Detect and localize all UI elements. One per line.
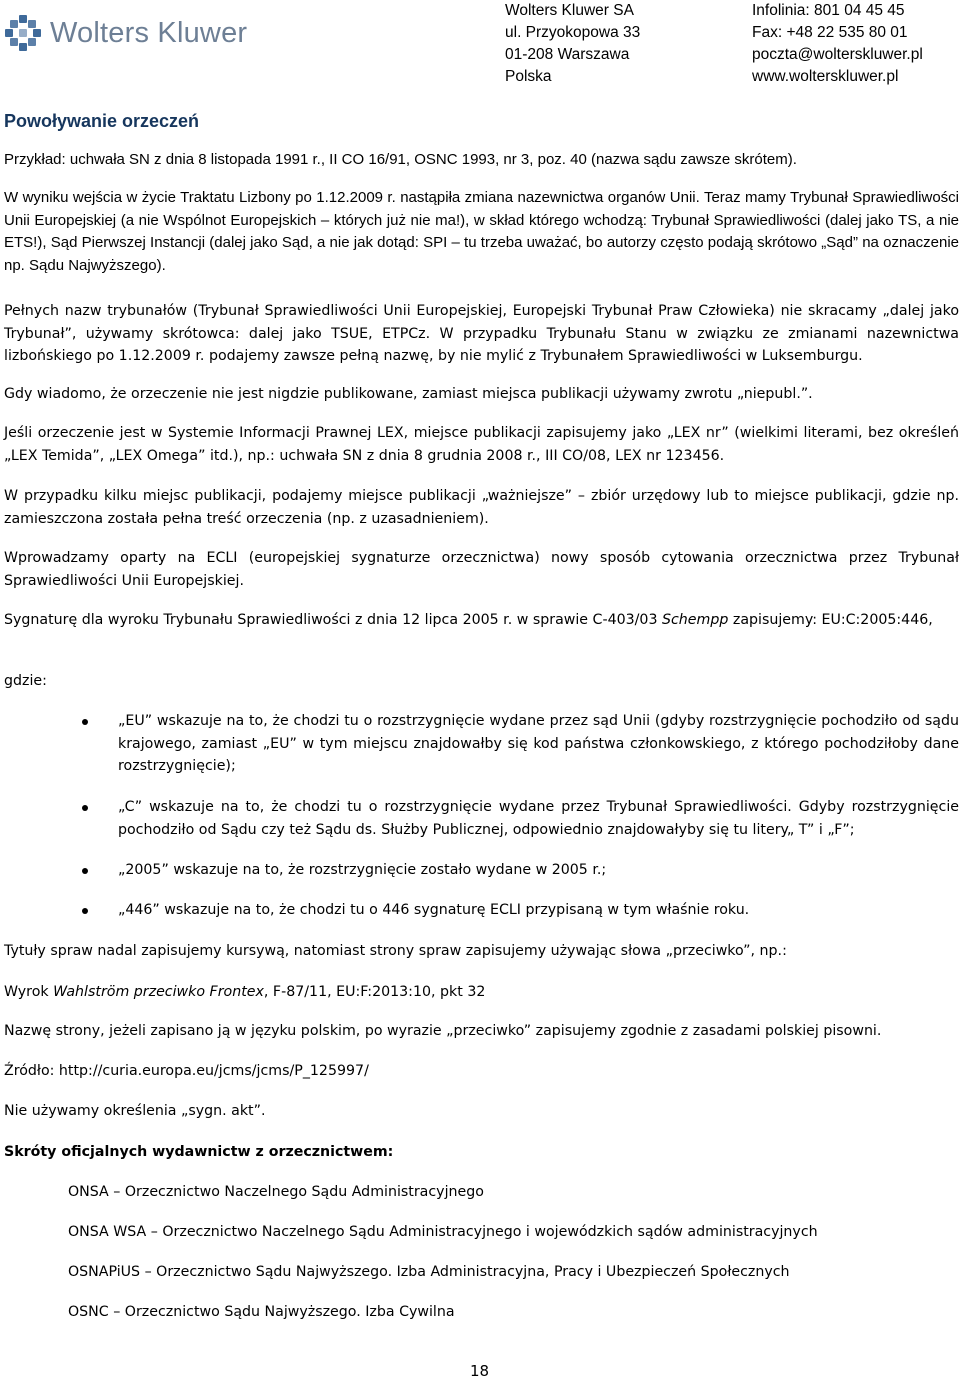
paragraph-where: gdzie:	[4, 673, 47, 689]
paragraph-case-titles: Tytuły spraw nadal zapisujemy kursywą, natomiast strony spraw zapisujemy używając słowa „przeciwko”, np.:	[4, 943, 787, 959]
paragraph-example: Przykład: uchwała SN z dnia 8 listopada 1991 r., II CO 16/91, OSNC 1993, nr 3, poz. 40 (nazwa sądu zawsze skrótem).	[4, 151, 797, 168]
page-number: 18	[470, 1362, 490, 1380]
case-name: Schempp	[662, 612, 729, 628]
paragraph-multiple-publications: W przypadku kilku miejsc publikacji, podajemy miejsce publikacji „ważniejsze” – zbiór urzędowy lub to miejsce publikacji, gdzie np. zamieszczona została pełna treść orzeczenia (np. z uzasadnieniem).	[4, 488, 959, 527]
list-item: „C” wskazuje na to, że chodzi tu o rozstrzygnięcie wydane przez Trybunał Sprawiedliwości. Gdyby rozstrzygnięcie pochodziło od Sądu czy też Sądu ds. Służby Publicznej, odpowiednio znajdowałyby się tu litery„ T” i „F”;	[90, 796, 959, 841]
paragraph-source[interactable]: Źródło: http://curia.europa.eu/jcms/jcms/P_125997/	[4, 1063, 369, 1079]
list-item: „EU” wskazuje na to, że chodzi tu o rozstrzygnięcie wydane przez sąd Unii (gdyby rozstrzygnięcie pochodziło od sądu krajowego, zamiast „EU” w tym miejscu znajdowałby się kod państwa członkowskiego, z którego pochodziłoby dane rozstrzygnięcie);	[90, 710, 959, 778]
section-title: Powoływanie orzeczeń	[4, 111, 200, 131]
address-line: 01-208 Warszawa	[505, 46, 630, 63]
company-address	[505, 0, 640, 88]
email-link[interactable]: poczta@wolterskluwer.pl	[752, 46, 923, 63]
paragraph-full-names: Pełnych nazw trybunałów (Trybunał Sprawiedliwości Unii Europejskiej, Europejski Trybunał Praw Człowieka) nie skracamy „dalej jako Trybunał”, używamy skrótowca: dalej jako TSUE, ETPCz. W przypadku Trybunału Stanu w związku ze zmianami nazewnictwa lizbońskiego po 1.12.2009 r. podajemy zawsze pełną nazwę, by nie mylić z Trybunałem Sprawiedliwości w Luksemburgu.	[4, 303, 959, 364]
paragraph-lisbon: W wyniku wejścia w życie Traktatu Lizbony po 1.12.2009 r. nastąpiła zmiana nazewnictwa organów Unii. Teraz mamy Trybunał Sprawiedliwości Unii Europejskiej (a nie Wspólnot Europejskich – których już nie ma!), w skład którego wchodzą: Trybunał Sprawiedliwości (dalej jako TS, a nie ETS!), Sąd Pierwszej Instancji (dalej jako Sąd, a nie jak dotąd: SPI – tu trzeba uważać, bo autorzy często podają skrótowo „Sąd” na oznaczenie np. Sądu Najwyższego).	[4, 189, 959, 274]
paragraph-unpublished: Gdy wiadomo, że orzeczenie nie jest nigdzie publikowane, zamiast miejsca publikacji używamy zwrotu „niepubl.”.	[4, 386, 813, 402]
abbreviation-item: OSNC – Orzecznictwo Sądu Najwyższego. Izba Cywilna	[68, 1304, 455, 1320]
abbreviation-item: ONSA WSA – Orzecznictwo Naczelnego Sądu Administracyjnego i wojewódzkich sądów administracyjnych	[68, 1224, 818, 1240]
fax: Fax: +48 22 535 80 01	[752, 24, 908, 41]
paragraph-judgment-example: Wyrok Wahlström przeciwko Frontex, F-87/11, EU:F:2013:10, pkt 32	[4, 984, 486, 1000]
bullet-icon	[82, 719, 88, 725]
bullet-icon	[82, 908, 88, 914]
list-item: „446” wskazuje na to, że chodzi tu o 446 sygnaturę ECLI przypisaną w tym właśnie roku.	[90, 899, 959, 922]
wolters-kluwer-logo-icon	[4, 14, 42, 52]
paragraph-ecli: Wprowadzamy oparty na ECLI (europejskiej sygnaturze orzecznictwa) nowy sposób cytowania orzecznictwa przez Trybunał Sprawiedliwości Unii Europejskiej.	[4, 550, 959, 589]
paragraph-lex: Jeśli orzeczenie jest w Systemie Informacji Prawnej LEX, miejsce publikacji zapisujemy jako „LEX nr” (wielkimi literami, bez określeń „LEX Temida”, „LEX Omega” itd.), np.: uchwała SN z dnia 8 grudnia 2008 r., III CO/08, LEX nr 123456.	[4, 425, 959, 464]
address-line: ul. Przyokopowa 33	[505, 24, 641, 41]
bullet-icon	[82, 805, 88, 811]
signature-text: Sygnaturę dla wyroku Trybunału Sprawiedliwości z dnia 12 lipca 2005 r. w sprawie C-403/03	[4, 612, 662, 628]
bullet-icon	[82, 868, 88, 874]
address-line: Wolters Kluwer SA	[505, 2, 634, 19]
abbreviations-heading: Skróty oficjalnych wydawnictw z orzecznictwem:	[4, 1144, 394, 1160]
signature-text-end: zapisujemy: EU:C:2005:446,	[728, 612, 933, 628]
website-link[interactable]: www.wolterskluwer.pl	[752, 68, 899, 85]
paragraph-signature	[4, 609, 959, 632]
paragraph-no-sygn: Nie używamy określenia „sygn. akt”.	[4, 1103, 266, 1119]
case-title: Wahlström przeciwko Frontex	[53, 984, 264, 1000]
list-item: „2005” wskazuje na to, że rozstrzygnięcie zostało wydane w 2005 r.;	[90, 859, 959, 882]
abbreviation-item: OSNAPiUS – Orzecznictwo Sądu Najwyższego. Izba Administracyjna, Pracy i Ubezpieczeń Społecznych	[68, 1264, 790, 1280]
paragraph-party-name: Nazwę strony, jeżeli zapisano ją w języku polskim, po wyrazie „przeciwko” zapisujemy zgodnie z zasadami polskiej pisowni.	[4, 1023, 882, 1039]
hotline: Infolinia: 801 04 45 45	[752, 2, 905, 19]
address-line: Polska	[505, 68, 552, 85]
logo-wordmark: Wolters Kluwer	[50, 16, 248, 49]
company-logo	[4, 14, 247, 52]
company-contact	[752, 0, 923, 88]
abbreviation-item: ONSA – Orzecznictwo Naczelnego Sądu Administracyjnego	[68, 1184, 484, 1200]
